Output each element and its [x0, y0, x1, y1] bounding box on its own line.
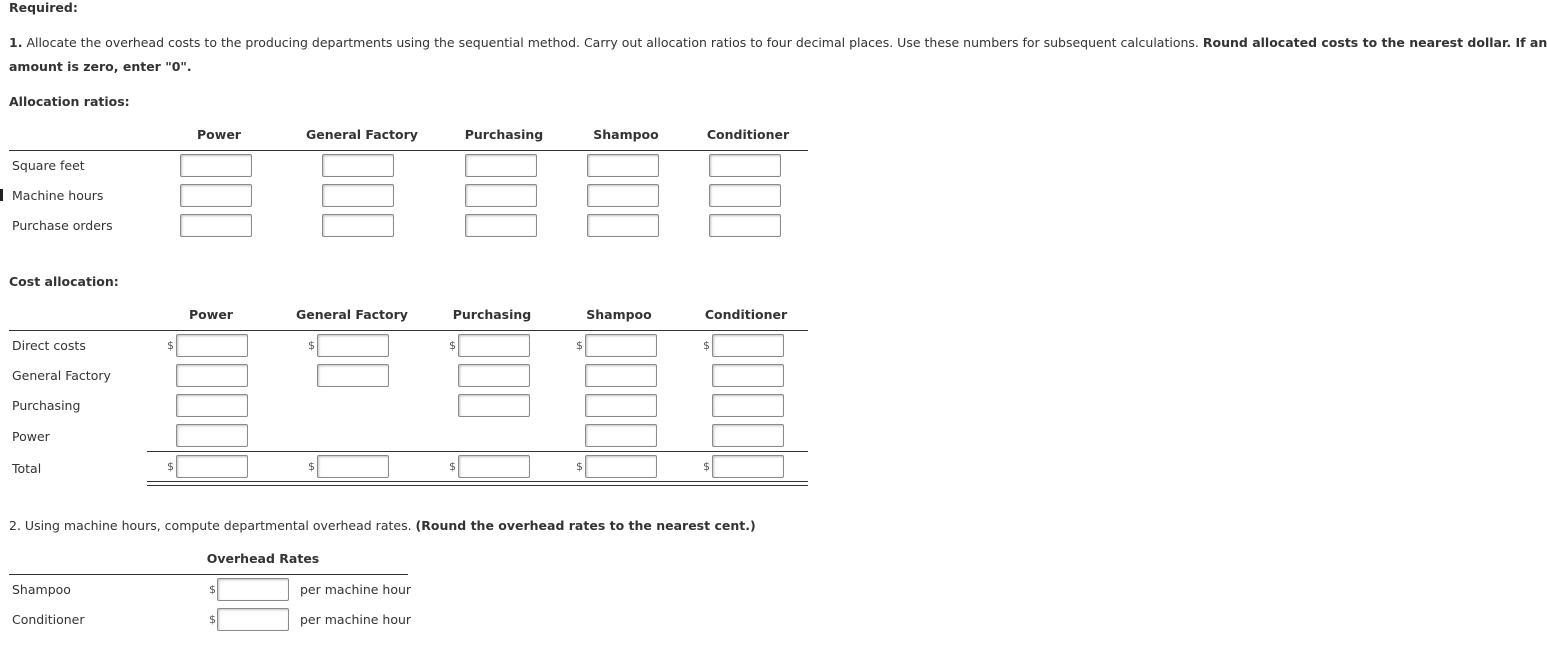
cost-allocation-heading: Cost allocation:: [9, 274, 119, 289]
ratio-input-machine-hours-shampoo[interactable]: [587, 184, 659, 207]
ratio-input-square-feet-power[interactable]: [180, 154, 252, 177]
dollar-sign: $: [703, 460, 710, 473]
cost-input-total-general-factory[interactable]: [317, 455, 389, 478]
total-double-rule: [147, 481, 808, 486]
cost-input-direct-shampoo[interactable]: [585, 334, 657, 357]
ratio-input-square-feet-purchasing[interactable]: [465, 154, 537, 177]
question-2-bold: (Round the overhead rates to the nearest cent.): [415, 518, 756, 533]
ratio-input-square-feet-shampoo[interactable]: [587, 154, 659, 177]
cost-input-purchasing-shampoo[interactable]: [585, 394, 657, 417]
ratio-col-shampoo: Shampoo: [593, 127, 659, 142]
cost-col-conditioner: Conditioner: [704, 307, 788, 322]
dollar-sign: $: [209, 613, 216, 626]
dollar-sign: $: [167, 460, 174, 473]
dollar-sign: $: [576, 339, 583, 352]
cost-row-general-factory: General Factory: [12, 368, 111, 383]
cost-header-rule: [9, 330, 808, 331]
ratio-input-purchase-orders-conditioner[interactable]: [709, 214, 781, 237]
question-2-body: Using machine hours, compute departmental overhead rates.: [24, 518, 412, 533]
question-1-text: Allocate the overhead costs to the producing departments using the sequential method. Carry out allocation ratios to four decimal places. Use these numbers for subsequent calculations.: [26, 35, 1199, 50]
ratio-row-purchase-orders: Purchase orders: [12, 218, 113, 233]
cost-input-gf-power[interactable]: [176, 364, 248, 387]
ratio-input-purchase-orders-purchasing[interactable]: [465, 214, 537, 237]
question-1-number: 1.: [9, 35, 23, 50]
cost-input-direct-purchasing[interactable]: [458, 334, 530, 357]
overhead-rate-conditioner-input[interactable]: [217, 608, 289, 631]
cost-input-power-shampoo[interactable]: [585, 424, 657, 447]
dollar-sign: $: [703, 339, 710, 352]
ratio-input-purchase-orders-shampoo[interactable]: [587, 214, 659, 237]
total-top-rule: [147, 451, 808, 452]
ratio-input-machine-hours-conditioner[interactable]: [709, 184, 781, 207]
cost-col-purchasing: Purchasing: [452, 307, 532, 322]
allocation-ratios-heading: Allocation ratios:: [9, 94, 130, 109]
ratio-row-machine-hours: Machine hours: [12, 188, 104, 203]
cost-input-total-shampoo[interactable]: [585, 455, 657, 478]
dollar-sign: $: [308, 339, 315, 352]
dollar-sign: $: [449, 339, 456, 352]
dollar-sign: $: [308, 460, 315, 473]
cost-input-gf-general-factory[interactable]: [317, 364, 389, 387]
ratio-input-purchase-orders-general-factory[interactable]: [322, 214, 394, 237]
ratio-input-machine-hours-general-factory[interactable]: [322, 184, 394, 207]
question-2-number: 2.: [9, 518, 21, 533]
cost-input-total-conditioner[interactable]: [712, 455, 784, 478]
required-heading: Required:: [9, 0, 78, 15]
cost-row-purchasing: Purchasing: [12, 398, 81, 413]
cost-col-shampoo: Shampoo: [586, 307, 652, 322]
ratio-input-machine-hours-purchasing[interactable]: [465, 184, 537, 207]
cost-input-gf-purchasing[interactable]: [458, 364, 530, 387]
cost-input-gf-shampoo[interactable]: [585, 364, 657, 387]
dollar-sign: $: [209, 583, 216, 596]
cost-input-purchasing-purchasing[interactable]: [458, 394, 530, 417]
cost-input-total-purchasing[interactable]: [458, 455, 530, 478]
ratio-header-rule: [9, 150, 808, 151]
cost-col-power: Power: [189, 307, 233, 322]
cost-input-purchasing-power[interactable]: [176, 394, 248, 417]
row-marker: [0, 189, 3, 201]
overhead-rates-header: Overhead Rates: [206, 551, 320, 566]
question-2-text: [9, 518, 756, 533]
unit-label: per machine hour: [300, 582, 412, 597]
cost-row-direct-costs: Direct costs: [12, 338, 86, 353]
cost-input-purchasing-conditioner[interactable]: [712, 394, 784, 417]
cost-col-general-factory: General Factory: [296, 307, 408, 322]
cost-input-direct-general-factory[interactable]: [317, 334, 389, 357]
ratio-input-purchase-orders-power[interactable]: [180, 214, 252, 237]
ratio-input-square-feet-conditioner[interactable]: [709, 154, 781, 177]
ratio-col-general-factory: General Factory: [306, 127, 418, 142]
cost-input-power-conditioner[interactable]: [712, 424, 784, 447]
overhead-header-rule: [9, 574, 408, 575]
cost-input-direct-conditioner[interactable]: [712, 334, 784, 357]
ratio-col-conditioner: Conditioner: [706, 127, 790, 142]
ratio-col-purchasing: Purchasing: [464, 127, 544, 142]
unit-label: per machine hour: [300, 612, 412, 627]
overhead-row-shampoo: Shampoo: [12, 582, 71, 597]
dollar-sign: $: [167, 339, 174, 352]
cost-input-direct-power[interactable]: [176, 334, 248, 357]
question-1-bold-text: Round allocated costs to the nearest dollar. If an: [1202, 35, 1547, 50]
cost-input-gf-conditioner[interactable]: [712, 364, 784, 387]
overhead-rate-shampoo-input[interactable]: [217, 578, 289, 601]
question-1-line-1: [9, 35, 1547, 50]
cost-input-power-power[interactable]: [176, 424, 248, 447]
dollar-sign: $: [576, 460, 583, 473]
cost-row-total: Total: [12, 461, 42, 476]
ratio-col-power: Power: [197, 127, 241, 142]
question-1-line-2: amount is zero, enter "0".: [9, 59, 192, 74]
dollar-sign: $: [449, 460, 456, 473]
cost-row-power: Power: [12, 429, 50, 444]
ratio-input-machine-hours-power[interactable]: [180, 184, 252, 207]
ratio-row-square-feet: Square feet: [12, 158, 85, 173]
ratio-input-square-feet-general-factory[interactable]: [322, 154, 394, 177]
overhead-row-conditioner: Conditioner: [12, 612, 85, 627]
cost-input-total-power[interactable]: [176, 455, 248, 478]
